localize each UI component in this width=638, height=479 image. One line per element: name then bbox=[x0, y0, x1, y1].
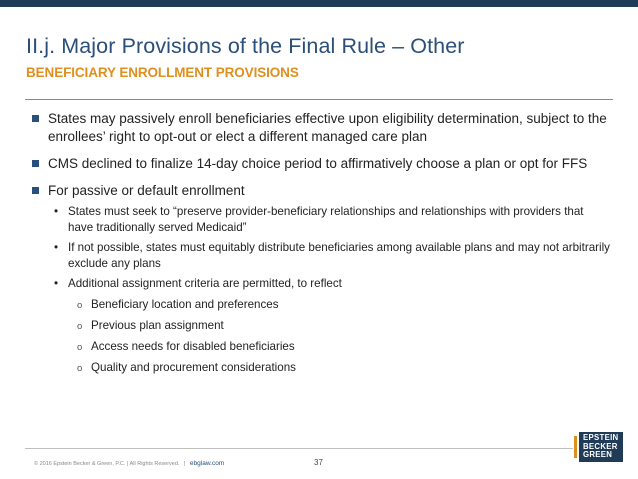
footer-divider bbox=[25, 448, 573, 449]
rights-text: All Rights Reserved. bbox=[129, 461, 180, 467]
sub-bullet-text: If not possible, states must equitably distribute beneficiaries among available plans and may not arbitrarily exclude any plans bbox=[68, 241, 610, 270]
firm-logo bbox=[579, 432, 623, 462]
sub-sub-bullet-text: Previous plan assignment bbox=[91, 319, 224, 332]
sub-sub-bullet-item bbox=[30, 318, 610, 334]
sub-bullet-item bbox=[30, 240, 610, 272]
sub-bullet-text: Additional assignment criteria are permitted, to reflect bbox=[68, 277, 342, 290]
sub-sub-bullet-item bbox=[30, 360, 610, 376]
sub-sub-bullet-item bbox=[30, 297, 610, 313]
title-divider bbox=[25, 99, 613, 100]
circle-bullet-icon: o bbox=[77, 363, 83, 374]
sub-sub-bullet-text: Beneficiary location and preferences bbox=[91, 298, 279, 311]
circle-bullet-icon: o bbox=[77, 342, 83, 353]
bullet-item bbox=[30, 182, 610, 200]
slide-subtitle: BENEFICIARY ENROLLMENT PROVISIONS bbox=[26, 65, 299, 80]
dot-bullet-icon: • bbox=[54, 205, 59, 218]
sub-sub-bullet-text: Access needs for disabled beneficiaries bbox=[91, 340, 295, 353]
circle-bullet-icon: o bbox=[77, 321, 83, 332]
bullet-item bbox=[30, 110, 610, 146]
sub-sub-bullet-text: Quality and procurement considerations bbox=[91, 361, 296, 374]
square-bullet-icon bbox=[32, 187, 39, 194]
bullet-item bbox=[30, 155, 610, 173]
square-bullet-icon bbox=[32, 115, 39, 122]
square-bullet-icon bbox=[32, 160, 39, 167]
slide-content bbox=[30, 110, 610, 376]
bullet-text: CMS declined to finalize 14-day choice period to affirmatively choose a plan or opt for FFS bbox=[48, 156, 588, 171]
website-link[interactable]: ebglaw.com bbox=[189, 460, 225, 467]
circle-bullet-icon: o bbox=[77, 300, 83, 311]
logo-line: GREEN bbox=[583, 450, 613, 460]
sub-sub-bullet-item bbox=[30, 339, 610, 355]
logo-accent-bar bbox=[574, 436, 577, 458]
copyright-text: © 2016 Epstein Becker & Green, P.C. | bbox=[34, 461, 129, 467]
dot-bullet-icon: • bbox=[54, 277, 59, 290]
logo-line: BECKER bbox=[583, 441, 618, 451]
bullet-text: States may passively enroll beneficiaries effective upon eligibility determination, subject to the enrollees’ right to opt-out or elect a different managed care plan bbox=[48, 111, 607, 144]
top-bar bbox=[0, 0, 638, 7]
page-number: 37 bbox=[314, 458, 323, 467]
footer-separator: | bbox=[183, 461, 186, 467]
slide-title: II.j. Major Provisions of the Final Rule – Other bbox=[26, 34, 465, 58]
logo-line: EPSTEIN bbox=[583, 433, 619, 442]
dot-bullet-icon: • bbox=[54, 241, 59, 254]
sub-bullet-item bbox=[30, 204, 610, 236]
footer-copyright bbox=[34, 460, 224, 467]
bullet-text: For passive or default enrollment bbox=[48, 183, 245, 198]
sub-bullet-text: States must seek to “preserve provider-beneficiary relationships and relationships with providers that have traditionally served Medicaid” bbox=[68, 205, 584, 234]
sub-bullet-item bbox=[30, 276, 610, 292]
